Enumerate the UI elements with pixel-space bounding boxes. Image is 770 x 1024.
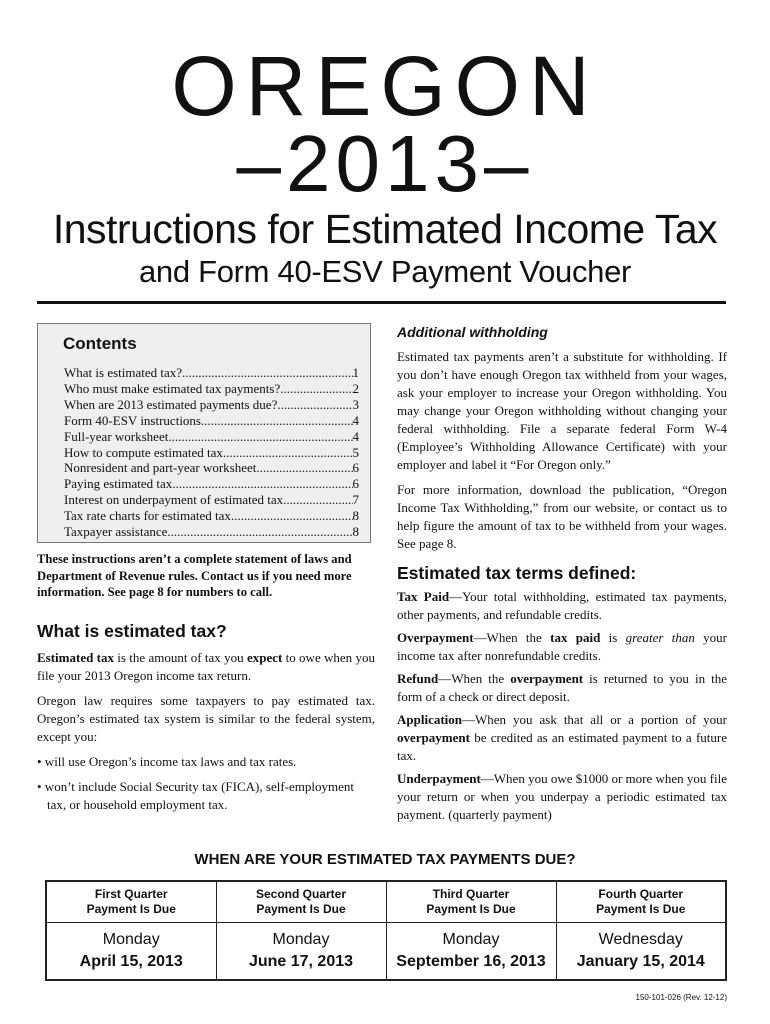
quarter-label: Fourth Quarter [598,887,684,901]
quarter-label: Second Quarter [255,887,347,901]
toc-page: 8 [352,508,359,524]
definition: is [600,630,626,645]
definition: —When the [438,671,511,686]
term: Overpayment [397,630,474,645]
quarter-label: First Quarter [94,887,168,901]
due-date: September 16, 2013 [396,953,546,970]
bullet-item: • will use Oregon’s income tax laws and tax rates. [37,754,297,769]
text: is the amount of tax you [113,650,247,665]
definition: —When the [473,630,551,645]
toc-page: 4 [352,412,359,428]
toc-label: How to compute estimated tax [64,444,223,460]
toc-leader [277,397,352,413]
toc-item[interactable] [64,445,359,461]
toc-item[interactable] [64,397,359,413]
definition: —When you ask that all or a portion of your [462,712,727,727]
toc-label: Form 40-ESV instructions [64,412,201,428]
toc-page: 7 [352,492,359,508]
toc-item[interactable] [64,381,359,397]
definition: is returned to you in the form of a check or direct deposit. [397,671,727,704]
due-dates-title: WHEN ARE YOUR ESTIMATED TAX PAYMENTS DUE? [194,851,576,868]
header-divider [37,301,726,304]
toc-label: What is estimated tax? [64,365,183,380]
toc-label: Full-year worksheet [64,428,169,444]
paragraph [37,649,375,685]
due-date-cell [556,923,726,981]
paragraph: For more information, download the publication, “Oregon Income Tax Withholding,” from our website, or contact us to help figure the amount of tax to be withheld from your wages. See page 8. [397,482,727,551]
section-heading-what-is-estimated-tax: What is estimated tax? [37,621,227,641]
quarter-sublabel: Payment Is Due [86,902,176,916]
toc-item[interactable] [64,413,359,429]
toc-item[interactable] [64,508,359,524]
section-heading-terms: Estimated tax terms defined: [397,563,637,583]
due-date-cell [216,923,386,981]
due-date: June 17, 2013 [248,953,354,970]
due-date-cell [386,923,556,981]
term: Underpayment [397,771,481,786]
toc-label: Nonresident and part-year worksheet [64,460,257,476]
toc-item[interactable] [64,365,359,381]
toc-label: Interest on underpayment of estimated tax [64,492,284,508]
additional-withholding-body [397,348,727,560]
term-underpayment [397,770,727,824]
toc-leader [167,524,352,540]
what-is-body [37,649,375,821]
toc-page: 1 [352,365,359,380]
toc-page: 4 [352,428,359,444]
toc-leader [283,492,352,508]
section-heading-additional-withholding: Additional withholding [397,324,548,340]
bullet-item: • won’t include Social Security tax (FICA), self-employment tax, or household employment tax. [37,779,354,812]
toc-item[interactable] [64,460,359,476]
toc-label: When are 2013 estimated payments due? [64,396,278,412]
term-overpayment [397,629,727,665]
toc-page: 8 [352,524,359,540]
bold-term: Estimated tax [37,650,114,665]
toc-label: Tax rate charts for estimated tax [64,508,231,524]
due-day: Monday [442,931,500,948]
due-day: Monday [102,931,160,948]
term: Refund [397,671,439,686]
toc-item[interactable] [64,476,359,492]
definition: your income tax after nonrefundable credits. [397,630,728,663]
toc-leader [223,445,353,461]
bold-text: overpayment [397,730,470,745]
table-header-row [46,881,726,923]
quarter-sublabel: Payment Is Due [426,902,516,916]
definition: be credited as an estimated payment to a future tax. [397,730,727,763]
paragraph: Estimated tax payments aren’t a substitute for withholding. If you don’t have enough Oregon tax withheld from your wages, ask your employer to increase your Oregon withholding. You may change your Oregon withholding without changing your federal withholding. File a separate federal Form W-4 (Employee’s Withholding Allowance Certificate) with your employer and label it “For Oregon only.” [397,349,727,472]
quarter-sublabel: Payment Is Due [256,902,346,916]
table-of-contents [64,365,359,540]
quarter-header [556,881,726,923]
definition: —When you owe $1000 or more when you file your return or when you underpay a periodic estimated tax payment. (quarterly payment) [397,771,728,822]
terms-list [397,588,727,829]
text: to owe when you file your 2013 Oregon income tax return. [37,650,375,683]
due-day: Wednesday [598,931,683,948]
toc-leader [182,365,352,381]
bold-text: overpayment [510,671,584,686]
toc-page: 3 [352,396,359,412]
quarter-sublabel: Payment Is Due [596,902,686,916]
contents-heading: Contents [63,334,137,353]
term: Application [397,712,463,727]
due-date: April 15, 2013 [79,953,183,970]
definition: —Your total withholding, estimated tax payments, other payments, and refundable credits. [397,589,727,622]
term-application [397,711,727,765]
paragraph: Oregon law requires some taxpayers to pay estimated tax. Oregon’s estimated tax system is similar to the federal system, except you: [37,693,375,744]
toc-label: Paying estimated tax [64,476,173,492]
form-revision-code: 150-101-026 (Rev. 12-12) [635,993,727,1002]
toc-leader [280,381,352,397]
toc-page: 6 [352,476,359,492]
due-dates-table [45,880,727,981]
contents-box [37,323,371,543]
legal-notice: These instructions aren’t a complete statement of laws and Department of Revenue rules. Contact us if you need more information. See page 8 for numbers to call. [37,552,352,599]
year-title: –2013– [236,119,534,208]
toc-page: 6 [352,460,359,476]
quarter-label: Third Quarter [432,887,510,901]
toc-label: Who must make estimated tax payments? [64,380,281,396]
toc-item[interactable] [64,492,359,508]
term: Tax Paid [397,589,450,604]
toc-item[interactable] [64,524,359,540]
due-date-cell [46,923,216,981]
toc-leader [172,476,352,492]
bold-term: expect [246,650,283,665]
toc-leader [201,413,353,429]
toc-leader [256,460,352,476]
document-title: Instructions for Estimated Income Tax [52,206,718,252]
bold-text: tax paid [550,630,601,645]
quarter-header [386,881,556,923]
quarter-header [216,881,386,923]
due-day: Monday [272,931,330,948]
toc-leader [168,429,352,445]
italic-text: greater than [625,630,695,645]
quarter-header [46,881,216,923]
toc-label: Taxpayer assistance [64,524,168,540]
toc-page: 2 [352,380,359,396]
toc-leader [231,508,353,524]
toc-page: 5 [352,444,359,460]
term-refund [397,670,727,706]
table-row [46,923,726,981]
term-tax-paid [397,588,727,624]
document-subtitle: and Form 40-ESV Payment Voucher [138,254,632,289]
due-date: January 15, 2014 [576,953,705,970]
toc-item[interactable] [64,429,359,445]
state-title: OREGON [171,39,599,133]
